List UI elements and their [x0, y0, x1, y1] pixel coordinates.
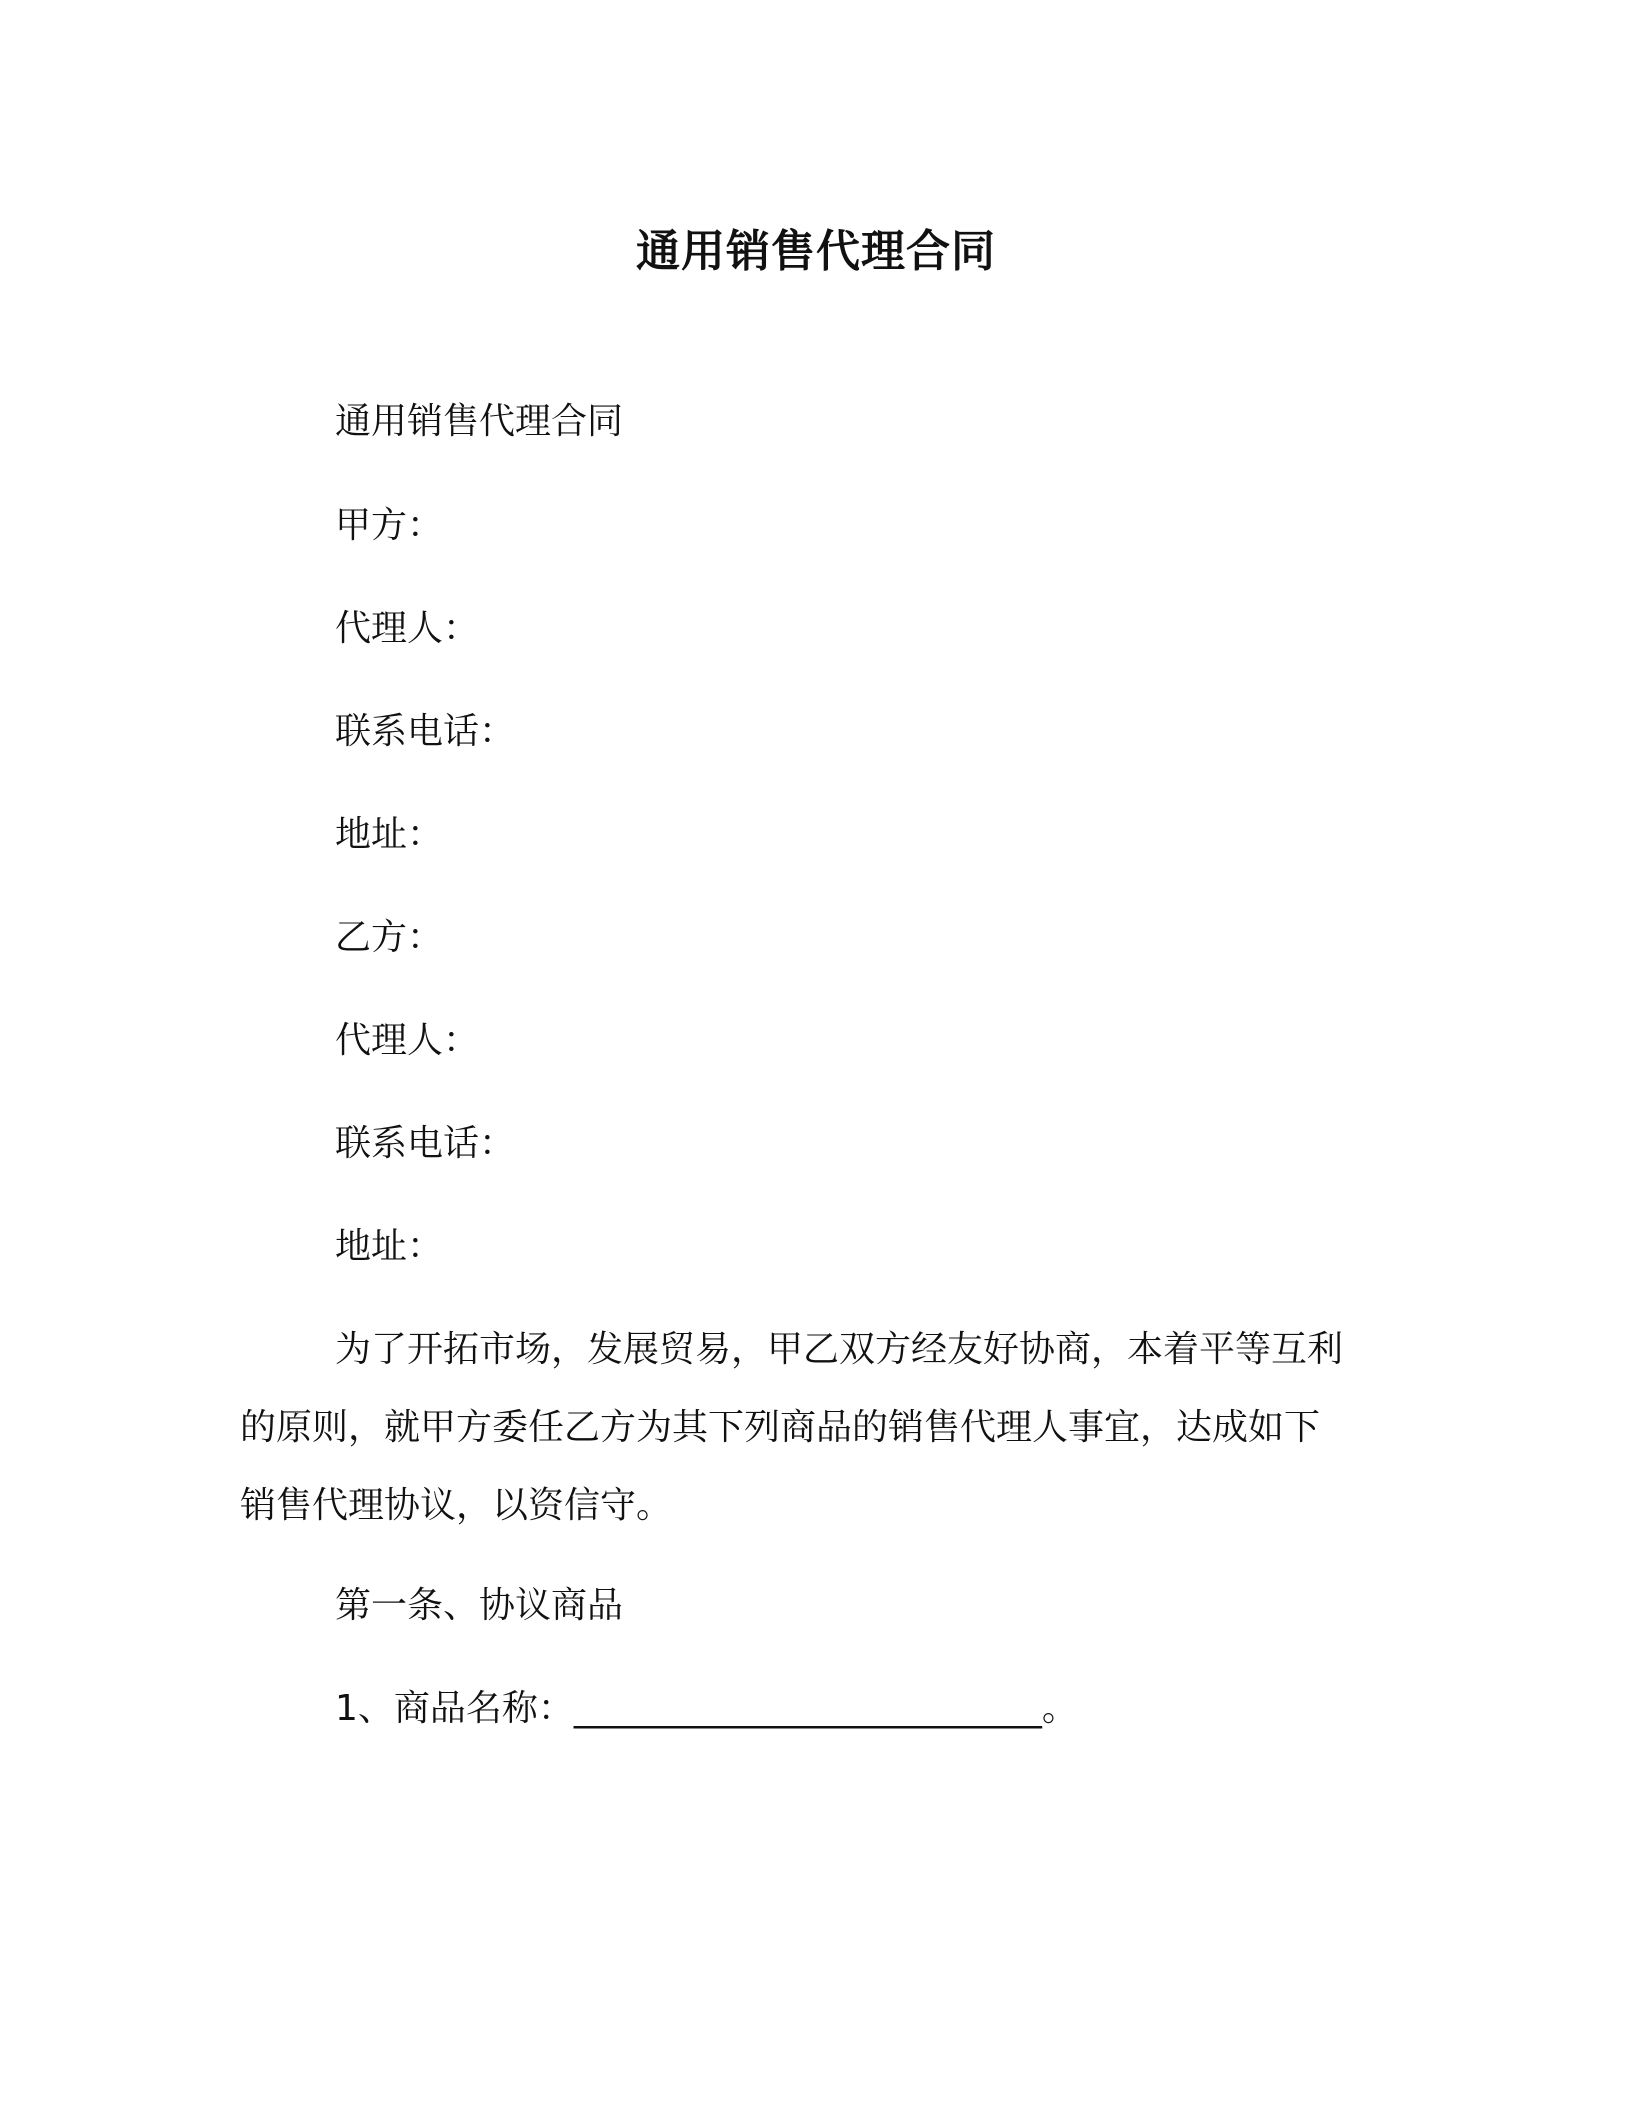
party-a-label: 甲方： [335, 505, 444, 546]
document-title: 通用销售代理合同 [636, 226, 996, 277]
party-b-phone: 联系电话： [335, 1123, 516, 1164]
party-b-agent: 代理人： [335, 1020, 480, 1061]
preamble-line: 销售代理协议，以资信守。 [240, 1485, 673, 1526]
article-1-item-1: 1、商品名称：__________________________。 [335, 1688, 1078, 1729]
preamble-line: 为了开拓市场，发展贸易，甲乙双方经友好协商，本着平等互利 [335, 1329, 1344, 1370]
article-1-heading: 第一条、协议商品 [335, 1585, 624, 1626]
party-b-label: 乙方： [335, 917, 444, 958]
party-a-phone: 联系电话： [335, 711, 516, 752]
party-a-agent: 代理人： [335, 608, 480, 649]
preamble-paragraph [240, 1311, 1380, 1545]
preamble-line: 的原则，就甲方委任乙方为其下列商品的销售代理人事宜，达成如下 [240, 1407, 1321, 1448]
document-subtitle: 通用销售代理合同 [335, 401, 624, 442]
party-a-address: 地址： [335, 814, 444, 855]
party-b-address: 地址： [335, 1226, 444, 1267]
